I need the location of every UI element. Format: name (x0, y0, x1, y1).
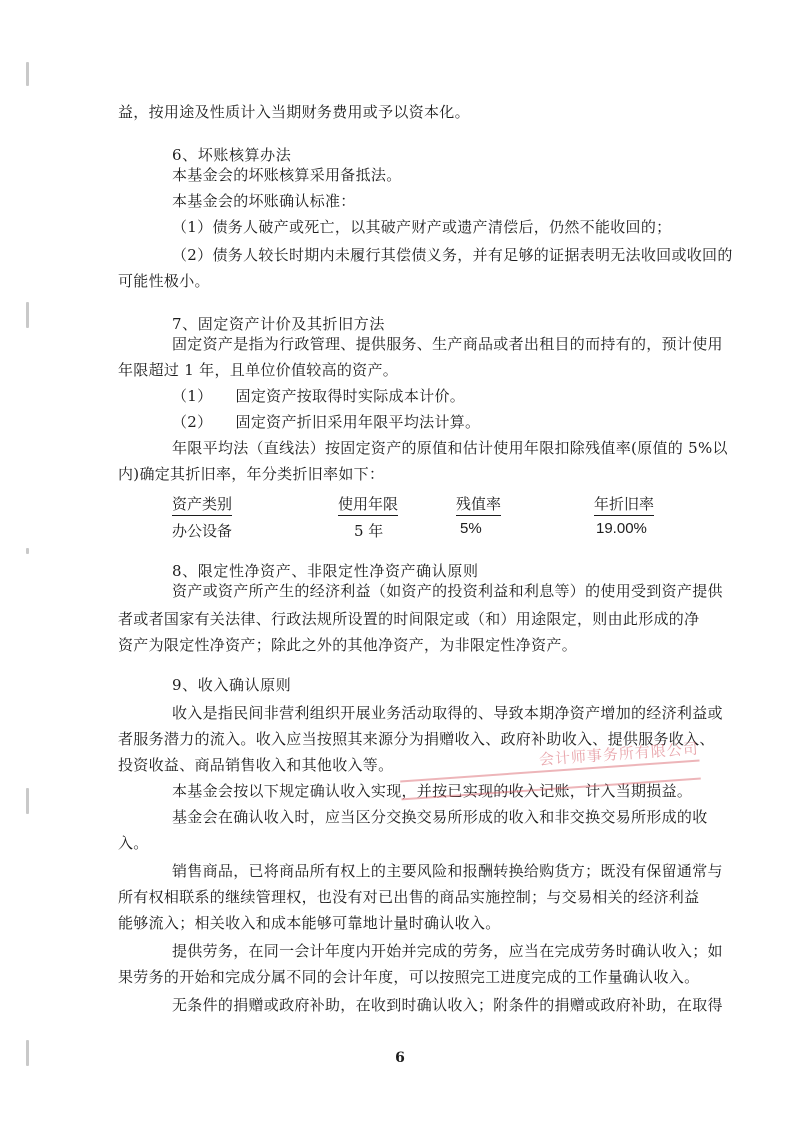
body-text-line: 销售商品，已将商品所有权上的主要风险和报酬转换给购货方；既没有保留通常与 (172, 862, 723, 880)
body-text-line: （2）债务人较长时期内未履行其偿债义务，并有足够的证据表明无法收回或收回的 (172, 246, 733, 264)
binding-mark (26, 548, 29, 554)
table-header-cell: 资产类别 (172, 493, 232, 516)
section-heading-revenue: 9、收入确认原则 (172, 676, 292, 694)
body-text-line: 内)确定其折旧率，年分类折旧率如下： (118, 465, 385, 483)
table-cell: 5 年 (354, 522, 384, 540)
binding-mark (26, 62, 29, 86)
body-text-line: 者服务潜力的流入。收入应当按照其来源分为捐赠收入、政府补助收入、提供服务收入、 (118, 730, 715, 748)
section-heading-bad-debt: 6、坏账核算办法 (172, 146, 292, 164)
body-text-line: 年限平均法（直线法）按固定资产的原值和估计使用年限扣除残值率(原值的 5%以 (172, 439, 728, 457)
body-text-line: 能够流入；相关收入和成本能够可靠地计量时确认收入。 (118, 914, 501, 932)
table-header-row (172, 493, 692, 515)
table-header-cell: 使用年限 (338, 493, 398, 516)
body-text-line: （1） 固定资产按取得时实际成本计价。 (172, 387, 466, 405)
table-header-cell: 残值率 (456, 493, 501, 516)
section-heading-fixed-assets: 7、固定资产计价及其折旧方法 (172, 315, 385, 333)
body-text-line: 投资收益、商品销售收入和其他收入等。 (118, 756, 394, 774)
stamp-text: 会计师事务所有限公司 (538, 739, 700, 769)
body-text-line: 固定资产是指为行政管理、提供服务、生产商品或者出租目的而持有的，预计使用 (172, 335, 723, 353)
body-text-line: 果劳务的开始和完成分属不同的会计年度，可以按照完工进度完成的工作量确认收入。 (118, 968, 700, 986)
section-heading-net-assets: 8、限定性净资产、非限定性净资产确认原则 (172, 562, 479, 580)
body-text-line: （2） 固定资产折旧采用年限平均法计算。 (172, 413, 481, 431)
binding-mark (26, 302, 29, 328)
body-text-line: 入。 (118, 834, 149, 852)
table-row (172, 520, 692, 542)
body-text-line: 本基金会的坏账确认标准： (172, 192, 356, 210)
body-text-line: 收入是指民间非营利组织开展业务活动取得的、导致本期净资产增加的经济利益或 (172, 704, 723, 722)
table-cell: 19.00% (596, 520, 647, 537)
body-text-line: 可能性极小。 (118, 272, 210, 290)
body-text-line: 者或者国家有关法律、行政法规所设置的时间限定或（和）用途限定，则由此形成的净 (118, 610, 700, 628)
body-text-line: 资产为限定性净资产；除此之外的其他净资产，为非限定性净资产。 (118, 636, 578, 654)
page-number: 6 (395, 1050, 405, 1066)
body-text-line: 本基金会按以下规定确认收入实现，并按已实现的收入记账，计入当期损益。 (172, 782, 693, 800)
body-text-line: 益，按用途及性质计入当期财务费用或予以资本化。 (118, 103, 470, 121)
table-header-cell: 年折旧率 (594, 493, 654, 516)
body-text-line: （1）债务人破产或死亡，以其破产财产或遗产清偿后，仍然不能收回的； (172, 218, 672, 236)
binding-mark (26, 788, 29, 814)
body-text-line: 资产或资产所产生的经济利益（如资产的投资利益和利息等）的使用受到资产提供 (172, 582, 723, 600)
table-cell: 5% (460, 520, 482, 537)
body-text-line: 提供劳务，在同一会计年度内开始并完成的劳务，应当在完成劳务时确认收入；如 (172, 942, 723, 960)
body-text-line: 本基金会的坏账核算采用备抵法。 (172, 166, 402, 184)
body-text-line: 年限超过 1 年，且单位价值较高的资产。 (118, 361, 399, 379)
body-text-line: 无条件的捐赠或政府补助，在收到时确认收入；附条件的捐赠或政府补助，在取得 (172, 996, 723, 1014)
body-text-line: 所有权相联系的继续管理权，也没有对已出售的商品实施控制；与交易相关的经济利益 (118, 888, 700, 906)
table-cell: 办公设备 (172, 522, 233, 540)
body-text-line: 基金会在确认收入时，应当区分交换交易所形成的收入和非交换交易所形成的收 (172, 808, 708, 826)
